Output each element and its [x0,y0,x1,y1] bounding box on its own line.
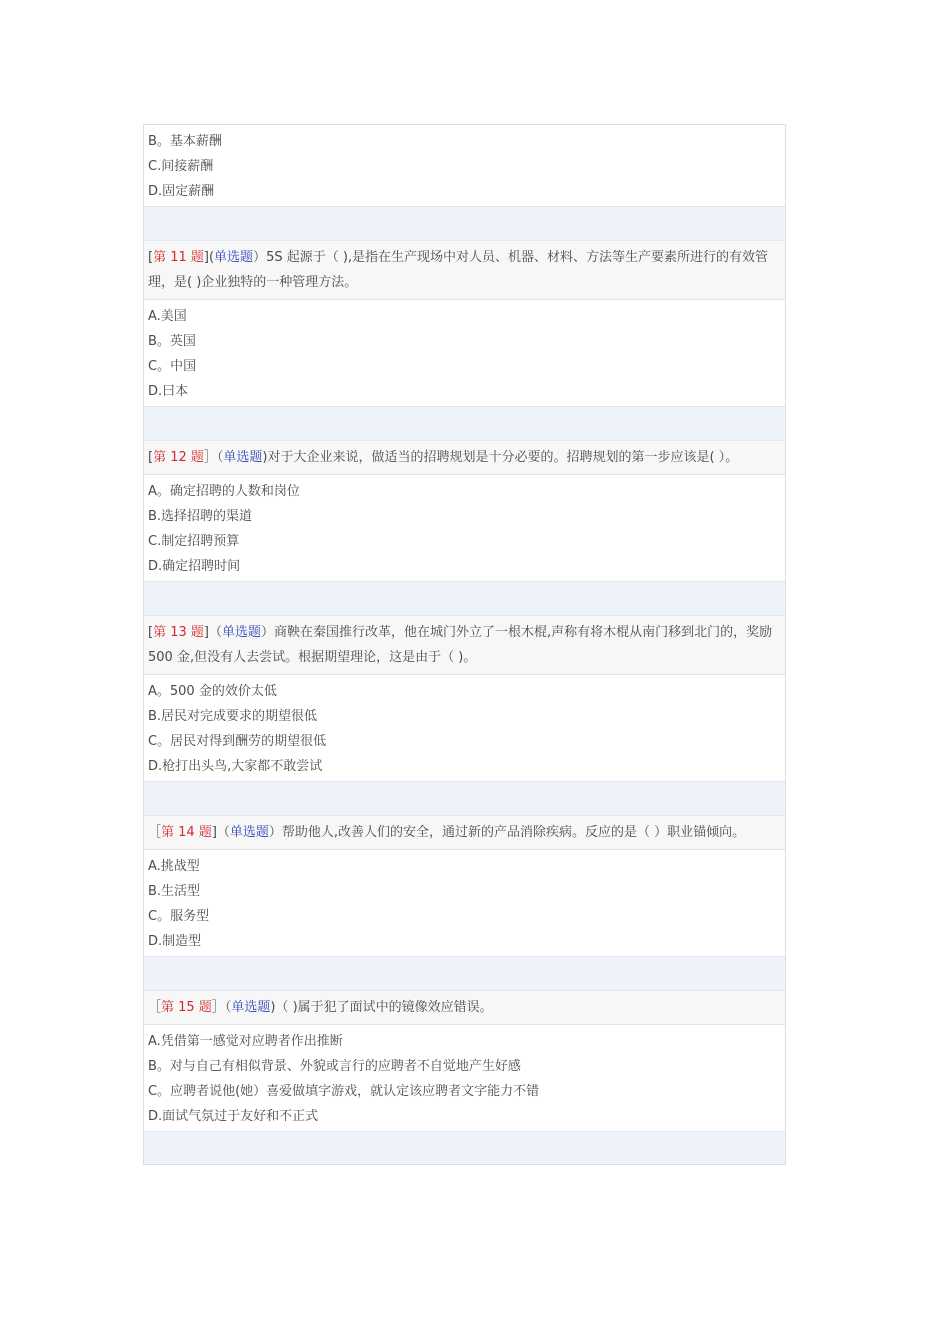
option[interactable]: C。服务型 [148,909,210,924]
question-13-options [144,675,785,781]
question-text: )（ )属于犯了面试中的镜像效应错误。 [270,1000,493,1015]
question-11-options [144,300,785,406]
separator [144,406,785,441]
question-15-header: ［第 15 题］（单选题)（ )属于犯了面试中的镜像效应错误。 [144,991,785,1025]
option[interactable]: B。基本薪酬 [148,134,222,149]
question-12-header: [第 12 题］（单选题)对于大企业来说，做适当的招聘规划是十分必要的。招聘规划的第一步应该是( ）。 [144,441,785,475]
question-type: 单选题 [229,825,269,840]
option[interactable]: B。对与自己有相似背景、外貌或言行的应聘者不自觉地产生好感 [148,1059,521,1074]
question-number: 第 15 题 [161,1000,212,1015]
option[interactable]: A.凭借第一感觉对应聘者作出推断 [148,1034,343,1049]
option[interactable]: B。英国 [148,334,196,349]
question-type: 单选题 [223,450,263,465]
question-14-header: ［第 14 题]（单选题）帮助他人,改善人们的安全，通过新的产品消除疾病。反应的是（ ）职业锚倾向。 [144,816,785,850]
question-text: ）帮助他人,改善人们的安全，通过新的产品消除疾病。反应的是（ ）职业锚倾向。 [268,825,746,840]
question-type: 单选题 [221,625,261,640]
question-number: 第 13 题 [153,625,204,640]
question-13-header: [第 13 题]（单选题）商鞅在秦国推行改革，他在城门外立了一根木棍,声称有将木棍从南门移到北门的，奖励 500 金,但没有人去尝试。根据期望理论，这是由于（ )。 [144,616,785,675]
quiz-panel [143,124,786,1165]
question-15-options [144,1025,785,1131]
separator [144,956,785,991]
option[interactable]: A。确定招聘的人数和岗位 [148,484,300,499]
question-type: 单选题 [214,250,254,265]
question-text: ）商鞅在秦国推行改革，他在城门外立了一根木棍,声称有将木棍从南门移到北门的，奖励 500 金,但没有人去尝试。根据期望理论，这是由于（ )。 [148,625,773,665]
separator [144,781,785,816]
option[interactable]: B.生活型 [148,884,201,899]
question-number: 第 12 题 [153,450,204,465]
option[interactable]: A.挑战型 [148,859,200,874]
option[interactable]: B.选择招聘的渠道 [148,509,253,524]
option[interactable]: C。应聘者说他(她）喜爱做填字游戏，就认定该应聘者文字能力不错 [148,1084,540,1099]
option[interactable]: D.制造型 [148,934,202,949]
option[interactable]: D.曰本 [148,384,189,399]
option[interactable]: D.枪打出头鸟,大家都不敢尝试 [148,759,323,774]
option[interactable]: D.固定薪酬 [148,184,215,199]
separator [144,1131,785,1164]
question-number: 第 14 题 [161,825,212,840]
option[interactable]: A。500 金的效价太低 [148,684,277,699]
question-14-options [144,850,785,956]
option[interactable]: C.间接薪酬 [148,159,214,174]
question-number: 第 11 题 [153,250,204,265]
option[interactable]: D.面试气氛过于友好和不正式 [148,1109,319,1124]
option[interactable]: A.美国 [148,309,187,324]
separator [144,206,785,241]
option[interactable]: B.居民对完成要求的期望很低 [148,709,318,724]
option[interactable]: D.确定招聘时间 [148,559,241,574]
question-text: )对于大企业来说，做适当的招聘规划是十分必要的。招聘规划的第一步应该是( ）。 [262,450,739,465]
question-text: ）5S 起源于（ ),是指在生产现场中对人员、机器、材料、方法等生产要素所进行的有效管理，是( )企业独特的一种管理方法。 [148,250,769,290]
question-type: 单选题 [231,1000,271,1015]
question-10-options [144,125,785,206]
option[interactable]: C.制定招聘预算 [148,534,240,549]
option[interactable]: C。居民对得到酬劳的期望很低 [148,734,327,749]
option[interactable]: C。中国 [148,359,197,374]
separator [144,581,785,616]
question-12-options [144,475,785,581]
question-11-header: [第 11 题](单选题）5S 起源于（ ),是指在生产现场中对人员、机器、材料、方法等生产要素所进行的有效管理，是( )企业独特的一种管理方法。 [144,241,785,300]
